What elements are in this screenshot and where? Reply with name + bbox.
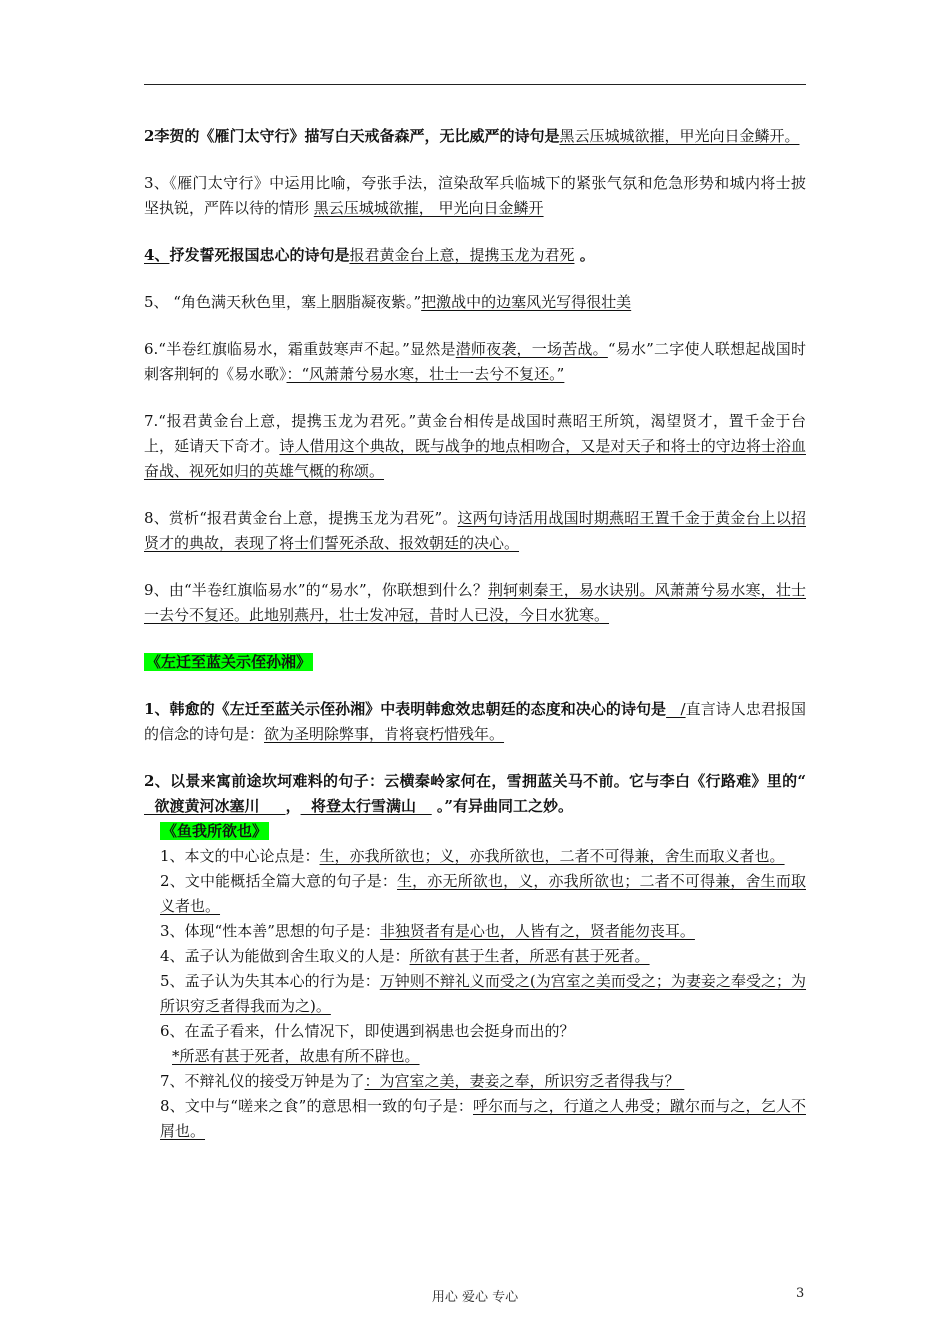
answer-text: 这两句诗活用战国时期燕昭王置千金于黄金台上以招贤才的典故，表现了将士们誓死杀敌、报效朝廷的决心。 [144, 509, 806, 552]
answer-text: 非独贤者有是心也，人皆有之，贤者能勿丧耳。 [379, 922, 695, 940]
question-8 [144, 506, 806, 556]
yuwo-item-7 [144, 1069, 806, 1094]
answer-text: 将登太行雪满山 [300, 797, 432, 815]
question-suffix: 。 [574, 246, 595, 264]
yuwo-item-3 [144, 919, 806, 944]
section-title: 《鱼我所欲也》 [162, 822, 268, 840]
yuwo-item-4 [144, 944, 806, 969]
answer-text: 所欲有甚于生者，所恶有甚于死者。 [409, 947, 650, 965]
question-text: 8、赏析“报君黄金台上意，提携玉龙为君死”。 [144, 509, 458, 527]
footer-motto: 用心 爱心 专心 [431, 1290, 519, 1305]
answer-text: *所恶有甚于死者，故患有所不辟也。 [172, 1047, 420, 1065]
answer-text: 把激战中的边塞风光写得很壮美 [421, 293, 632, 311]
question-text: 1、本文的中心论点是： [160, 847, 320, 865]
question-suffix: 。”有异曲同工之妙。 [431, 797, 574, 815]
answer-text: 黑云压城城欲摧，甲光向日金鳞开。 [559, 127, 800, 145]
question-text: ， [285, 797, 301, 815]
yuwo-item-2 [144, 869, 806, 919]
question-text: 9、由“半卷红旗临易水”的“易水”，你联想到什么？ [144, 581, 488, 599]
question-7 [144, 409, 806, 484]
question-6 [144, 337, 806, 387]
yuwo-item-5 [144, 969, 806, 1019]
zuoqian-question-1 [144, 697, 806, 747]
question-text: 7、不辩礼仪的接受万钟是为了 [160, 1072, 365, 1090]
page-number: 3 [796, 1286, 805, 1301]
question-text: 抒发誓死报国忠心的诗句是 [169, 246, 350, 264]
question-text: 7.“报君黄金台上意，提携玉龙为君死。”黄金台相传是战国时燕昭王所筑，渴望贤才，置千金于台上，延请天下奇才。 [144, 412, 806, 455]
question-text: 直言诗人忠君报国的信念的诗句是： [144, 700, 806, 743]
yuwo-item-1 [144, 844, 806, 869]
question-text: 4、孟子认为能做到舍生取义的人是： [160, 947, 410, 965]
question-text: “易水”二字使人联想起战国时刺客荆轲的《易水歌》 [144, 340, 807, 383]
answer-text: 报君黄金台上意，提携玉龙为君死 [349, 246, 575, 264]
question-9 [144, 578, 806, 628]
answer-text: 荆轲刺秦王，易水诀别。风萧萧兮易水寒，壮士一去兮不复还。此地别燕丹，壮士发冲冠，昔时人已没，今日水犹寒。 [144, 581, 806, 624]
page-content [144, 124, 806, 1144]
question-text: 5、 “角色满天秋色里，塞上胭脂凝夜紫。” [144, 293, 422, 311]
section-title: 《左迁至蓝关示侄孙湘》 [146, 653, 312, 671]
answer-text: 潜师夜袭，一场苦战。 [455, 340, 608, 358]
question-text: 5、孟子认为失其本心的行为是： [160, 972, 380, 990]
page-footer [0, 1286, 950, 1306]
answer-text: 呼尔而与之，行道之人弗受；蹴尔而与之，乞人不屑也。 [160, 1097, 806, 1140]
question-text: 6.“半卷红旗临易水，霜重鼓寒声不起。”显然是 [144, 340, 456, 358]
answer-text: ：“风萧萧兮易水寒，壮士一去兮不复还。” [286, 365, 565, 383]
section-heading-zuoqian [144, 650, 806, 675]
answer-text: 欲渡黄河冰塞川 [144, 797, 286, 815]
question-number: 4、 [144, 246, 170, 264]
question-text: 2、文中能概括全篇大意的句子是： [160, 872, 397, 890]
zuoqian-question-2 [144, 769, 806, 819]
section-heading-yuwo [144, 819, 806, 844]
yuwo-item-6-answer [144, 1044, 806, 1069]
question-3 [144, 171, 806, 221]
answer-text: 万钟则不辩礼义而受之(为宫室之美而受之；为妻妾之奉受之；为所识穷乏者得我而为之)。 [160, 972, 807, 1015]
question-2 [144, 124, 806, 149]
answer-text: 生，亦无所欲也，义，亦我所欲也；二者不可得兼，舍生而取义者也。 [160, 872, 806, 915]
answer-blank: / [666, 700, 686, 718]
question-4 [144, 243, 806, 268]
question-text: 8、文中与“嗟来之食”的意思相一致的句子是： [160, 1097, 473, 1115]
answer-text: 生，亦我所欲也；义，亦我所欲也，二者不可得兼，舍生而取义者也。 [319, 847, 785, 865]
question-text: 1、韩愈的《左迁至蓝关示侄孙湘》中表明韩愈效忠朝廷的态度和决心的诗句是 [144, 700, 667, 718]
yuwo-item-6 [144, 1019, 806, 1044]
header-rule [144, 84, 806, 85]
answer-text: ：为宫室之美，妻妾之奉，所识穷乏者得我与？ [364, 1072, 685, 1090]
answer-text: 欲为圣明除弊事，肯将衰朽惜残年。 [264, 725, 505, 743]
question-text: 6、在孟子看来，什么情况下，即使遇到祸患也会挺身而出的？ [160, 1022, 575, 1040]
answer-text: 黑云压城城欲摧， 甲光向日金鳞开 [313, 199, 544, 217]
question-5 [144, 290, 806, 315]
question-text: 2、以景来寓前途坎坷难料的句子：云横秦岭家何在，雪拥蓝关马不前。它与李白《行路难》里的“ [144, 772, 806, 790]
question-text: 2李贺的《雁门太守行》描写白天戒备森严，无比威严的诗句是 [144, 127, 560, 145]
answer-text: 诗人借用这个典故，既与战争的地点相吻合，又是对天子和将士的守边将士浴血奋战、视死如归的英雄气概的称颂。 [144, 437, 806, 480]
question-text: 3、《雁门太守行》中运用比喻，夸张手法，渲染敌军兵临城下的紧张气氛和危急形势和城内将士披坚执锐，严阵以待的情形 [144, 174, 806, 217]
question-text: 3、体现“性本善”思想的句子是： [160, 922, 380, 940]
yuwo-item-8 [144, 1094, 806, 1144]
